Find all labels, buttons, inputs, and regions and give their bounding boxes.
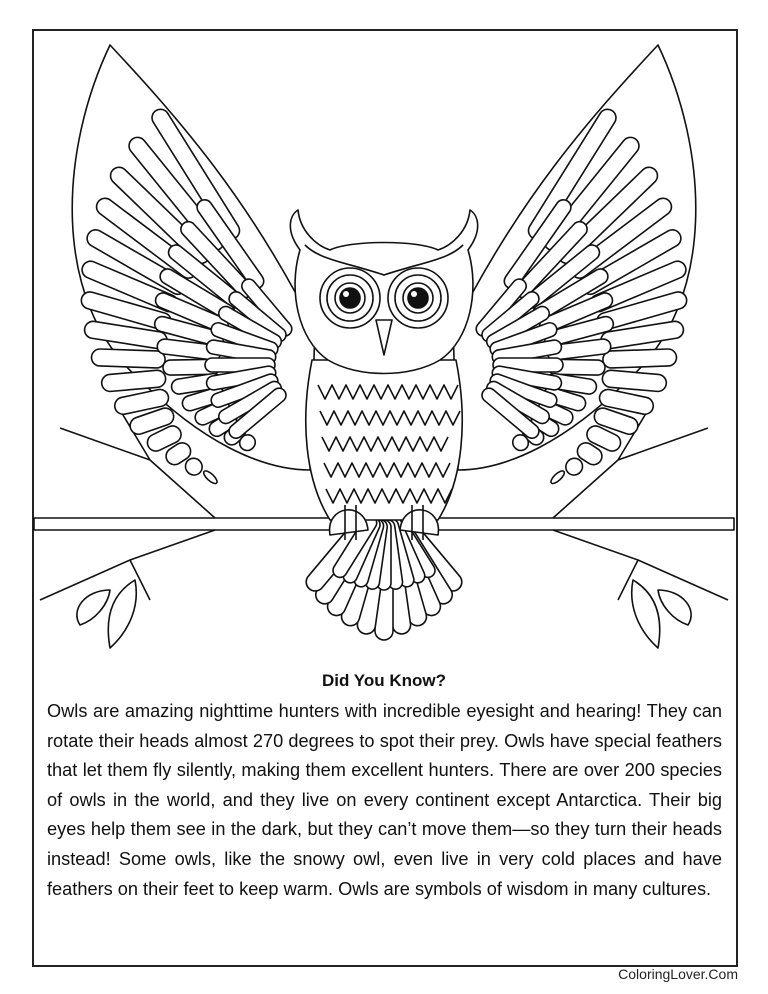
left-eye <box>340 288 360 308</box>
right-wing <box>453 45 696 485</box>
left-wing <box>72 45 315 485</box>
leaf <box>632 580 660 648</box>
feather <box>202 469 219 486</box>
leaf <box>108 580 136 648</box>
feather <box>603 349 677 369</box>
owl-head <box>290 210 477 374</box>
owl-body <box>306 360 462 520</box>
feather <box>91 349 165 369</box>
leaf <box>77 590 110 625</box>
right-eye <box>408 288 428 308</box>
fact-heading: Did You Know? <box>321 671 447 690</box>
watermark: ColoringLover.Com <box>618 966 738 982</box>
leaf <box>658 590 691 625</box>
fact-body: Owls are amazing nighttime hunters with incredible eyesight and hearing! They can rotate their heads almost 270 degrees to spot their prey. Owls have special feathers that let them fly silently, making them excellent hunters. There are over 200 species of owls in the world, and they live on every continent except Antarctica. Their big eyes help them see in the dark, but they can’t move them—so they turn their heads instead! Some owls, like the snowy owl, even live in very cold places and have feathers on their feet to keep warm. Owls are symbols of wisdom in many cultures. <box>47 701 722 899</box>
feather <box>549 469 566 486</box>
